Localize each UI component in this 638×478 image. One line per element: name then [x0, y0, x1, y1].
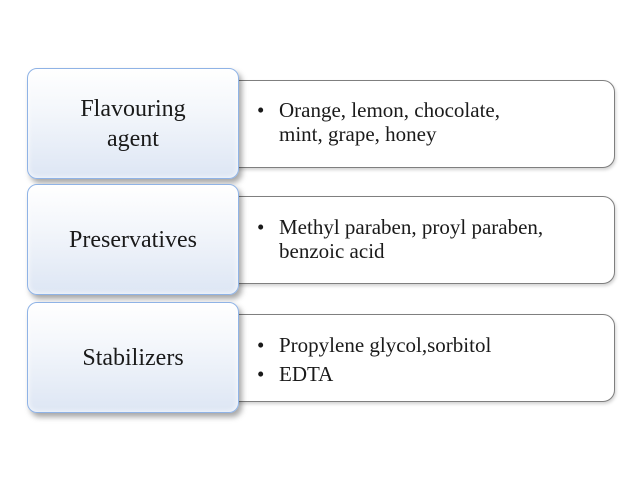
- label-line: Preservatives: [69, 226, 197, 253]
- list-item: [257, 215, 600, 263]
- label-line: agent: [107, 125, 159, 152]
- bullet-icon: •: [257, 333, 265, 357]
- bullet-icon: •: [257, 98, 265, 122]
- label-box-flavouring: [27, 68, 239, 179]
- list-item: [257, 333, 600, 357]
- label-line: Flavouring: [80, 95, 186, 122]
- row-preservatives: [0, 182, 638, 312]
- list-item: [257, 362, 600, 386]
- list-item-text: EDTA: [279, 362, 334, 386]
- detail-box-preservatives: [200, 196, 615, 284]
- label-box-preservatives: [27, 184, 239, 295]
- detail-box-stabilizers: [200, 314, 615, 402]
- label-box-stabilizers: [27, 302, 239, 413]
- label-flavouring-agent: [74, 94, 191, 154]
- list-item-text: Methyl paraben, proyl paraben,: [279, 215, 544, 239]
- list-item-text-continued: benzoic acid: [279, 239, 385, 263]
- label-preservatives: [63, 225, 203, 255]
- list-item: [257, 98, 600, 146]
- detail-list-flavouring: [257, 98, 600, 146]
- row-flavouring-agent: [0, 66, 638, 196]
- bullet-icon: •: [257, 362, 265, 386]
- detail-list-stabilizers: [257, 333, 600, 386]
- list-item-text: Orange, lemon, chocolate,: [279, 98, 500, 122]
- list-item-text-continued: mint, grape, honey: [279, 122, 437, 146]
- row-stabilizers: [0, 300, 638, 430]
- bullet-icon: •: [257, 215, 265, 239]
- detail-list-preservatives: [257, 215, 600, 263]
- label-line: Stabilizers: [82, 344, 184, 371]
- label-stabilizers: [76, 343, 189, 373]
- detail-box-flavouring: [200, 80, 615, 168]
- list-item-text: Propylene glycol,sorbitol: [279, 333, 492, 357]
